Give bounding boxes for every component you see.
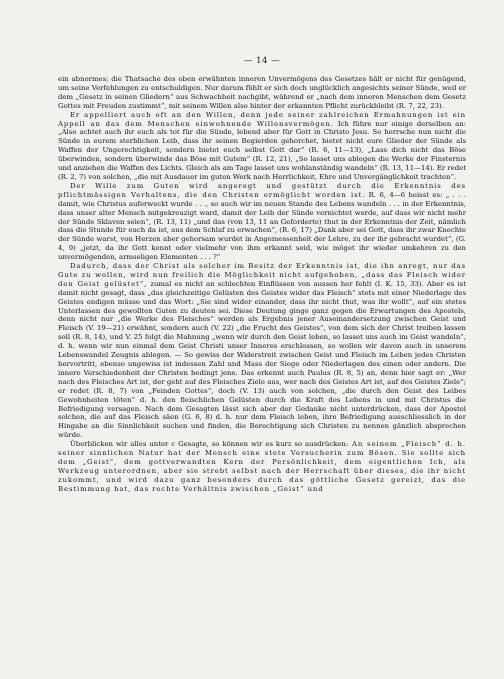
spaced-emphasis: An seinem „Fleisch“ d. h. seiner sinnlichen Natur hat der Mensch eine stete Versucherin zum Bösen. Sie sollte sich dem „Geist“, dem gottverwandten Kern der Persönlichkeit, dem eigentlichen Ich, als Werkzeug unterordnen, aber sie strebt selbst nach der Herrschaft über dieses, die ihr nicht zukommt, und wird dazu ganz besonders durch das göttliche Gesetz gereizt, das die Bestimmung hat, das rechte Verhältnis zwischen „Geist“ und: [58, 440, 466, 493]
paragraph-text: zumal es nicht an schlechten Einflüssen von aussen her fehlt (I. K. 15, 33). Aber es ist damit nicht gesagt, dass „das gleichzeitige Gelüsten des Geistes wider das Fleisch“ stets mit einer Niederlage des Geistes endigen müsse und das Wort: „Sie sind wider einander, dass ihr nicht thut, was ihr wollt“, auf ein stetes Unterlassen des gewollten Guten zu deuten sei. Diese Deutung ginge ganz gegen die Erwartungen des Apostels, denn nicht nur „die Werke des Fleisches“ werden als Ergebnis jener Auseinandersetzung zwischen Geist und Fleisch (V. 19—21) erwähnt, sondern auch (V. 22) „die Frucht des Geistes“, von dem sich der Christ treiben lassen soll (R. 8, 14), und V. 25 folgt die Mahnung „wenn wir durch den Geist leben, so lasset uns auch im Geist wandeln“, d. h. wenn wir nun einmal dem Geist Christi unser Inneres erschlossen, so wollen wir davon auch in unserem Lebenswandel Zeugnis ablegen. — So gewiss der Widerstreit zwischen Geist und Fleisch im Leben jedes Christen hervortritt, ebenso ungewiss ist indessen Zahl und Mass der Siege oder Niederlagen des einen oder andern. Die innere Verschiedenheit der Christen bedingt jene. Das erkennt auch Paulus (R. 8, 5) an, denn hier sagt er: „Wer nach des Fleisches Art ist, der geht auf des Fleisches Ziele aus, wer nach des Geistes Art ist, auf des Geistes Ziele“; er redet (R. 8, 7) von „Feinden Gottes“, doch (V. 13) auch von solchen, „die durch den Geist des Leibes Gewohnheiten töten“ d. h. den fleischlichen Gelüsten durch die Kraft des Lebens in und mit Christus die Befriedigung versagen. Nach dem Gesagten lässt sich aber der Gedanke nicht unterdrücken, dass der Apostel solchen, die auf das Fleisch säen (G. 6, 8) d. h. nur dem Fleisch leben, ihre Befriedigung ausschliesslich in der Hingabe an die Sinnlichkeit suchen und finden, die Berechtigung sich Christen zu nennen gänzlich absprechen würde.: [58, 279, 466, 440]
page-number: — 14 —: [243, 56, 281, 66]
paragraph: [58, 262, 466, 440]
paragraph: [58, 75, 466, 111]
spaced-emphasis: Er appelliert auch oft an den Willen, denn jede seiner zahlreichen Ermahnungen ist ein Appell an das dem Menschen einwohnende Willensvermögen.: [58, 110, 466, 128]
paragraph-text: Überblicken wir alles unter c Gesagte, so können wir es kurz so ausdrücken:: [70, 440, 349, 449]
paragraph-text: Ich führe nur einige derselben an: „Also achtet auch ihr euch als tot für die Sünde, lebend aber für Gott in Christo Jesu. So herrsche nun nicht die Sünde in eurem sterblichen Leib, dass ihr seinen Begierden gehorchet, bietet nicht eure Glieder der Sünde als Waffen der Ungerechtigkeit, sondern bietet euch selbst Gott dar“ (R. 6, 11—13), „Lass dich nicht das Böse überwinden, sondern überwinde das Böse mit Gutem“ (R. 12, 21), „So lasset uns ablegen die Werke der Finsternis und anziehen die Waffen des Lichts. Gleich als am Tage lasset uns wohlanständig wandeln“ (R. 13, 11—14). Er redet (R. 2, 7) von solchen, „die mit Ausdauer im guten Werk nach Herrlichkeit, Ehre und Unvergänglichkeit trachten“.: [58, 119, 466, 181]
spaced-emphasis: Der Wille zum Guten wird angeregt und gestützt durch die Erkenntnis des pflichtmässigen Verhaltens, die den Christen ermöglicht worden ist.: [58, 181, 466, 199]
paragraph: [58, 440, 466, 493]
body-text: [58, 75, 466, 494]
spaced-emphasis: Dadurch, dass der Christ als solcher im Besitz der Erkenntnis ist, die ihn anregt, nur das Gute zu wollen, wird nun freilich die Möglichkeit nicht aufgehoben, „dass das Fleisch wider den Geist gelüstet“,: [58, 262, 466, 288]
paragraph: [58, 182, 466, 262]
paragraph-text: ein abnormes; die Thatsache des oben erwähnten inneren Unvermögens des Gesetzes hält er nicht für genügend, um seine Verfehlungen zu entschuldigen. Nur darum fühlt er sich doch unglücklich angesichts seiner Sünde, weil er dem „Gesetz in seinen Gliedern“ aus Schwachheit nachgibt, während er „nach dem inneren Menschen dem Gesetz Gottes mit Freuden zustimmt“, mit seinem Willen also hinter der erkannten Pflicht zurückbleibt (R. 7, 22, 23).: [58, 75, 466, 110]
paragraph: [58, 111, 466, 182]
paragraph-text: R. 6, 4—6 heisst es: „ . . . damit, wie Christus auferweckt wurde . . ., so auch wir im neuen Stande des Lebens wandeln . . . in der Erkenntnis, dass unser alter Mensch mitgekreuzigt ward, damit der Leib der Sünde vernichtet werde, auf dass wir nicht mehr der Sünde Sklaven seien“, (R. 13, 11) „und das (von 13, 11 an Geforderte) thut in der Erkenntnis der Zeit, nämlich dass die Stunde für euch da ist, aus dem Schlaf zu erwachen“, (R. 6, 17) „Dank aber sei Gott, dass ihr zwar Knechte der Sünde warst, von Herzen aber gehorsam wurdet in Angemessenheit der Lehre, zu der ihr gebracht wurdet“, (G. 4, 9) „jetzt, da ihr Gott kennt oder vielmehr von ihm erkannt seid, wie möget ihr wieder umkehren zu den unvermögenden, armseligen Elementen . . . ?“: [58, 190, 466, 262]
